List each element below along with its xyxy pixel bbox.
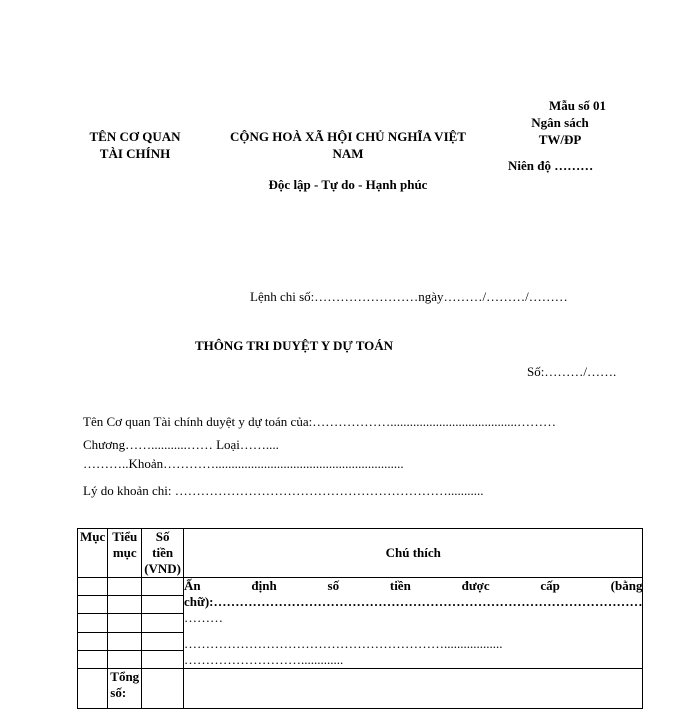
agency-name-line2: TÀI CHÍNH [99,146,171,161]
agency-name [70,128,200,162]
table-cell [142,632,184,650]
total-label: Tổng số: [108,669,142,709]
table-cell [108,578,142,596]
document-number: Số:………/……. [527,364,617,379]
table-cell [78,650,108,668]
note-cell [184,578,643,669]
budget-label [520,114,600,148]
approval-agency-line: Tên Cơ quan Tài chính duyệt y dự toán của:……………….......................................……… [83,414,556,429]
table-cell [78,669,108,709]
header-chu-thich: Chú thích [184,529,643,578]
table-cell [142,578,184,596]
table-cell [142,596,184,614]
form-number: Mẫu số 01 [549,98,607,113]
note-line5: ………………………............. [184,652,344,667]
table-header-row [78,529,643,578]
motto: Độc lập - Tự do - Hạnh phúc [268,177,428,192]
country-name-line2: NAM [332,146,364,161]
header-muc: Mục [78,529,108,578]
fiscal-year: Niên độ ……… [508,158,594,173]
budget-table [77,528,643,709]
table-cell [78,596,108,614]
country-name [208,128,488,162]
table-cell [142,650,184,668]
header-tieu-muc: Tiểu mục [108,529,142,578]
table-cell [78,578,108,596]
table-cell [108,650,142,668]
note-line1: Ấn định số tiền được cấp (bằng [184,578,643,593]
chapter-type-line: Chương……...........…… Loại…….... [83,437,279,452]
table-cell [108,632,142,650]
budget-line1: Ngân sách [531,115,589,130]
country-name-line1: CỘNG HOÀ XÃ HỘI CHỦ NGHĨA VIỆT [230,129,466,144]
reason-line: Lý do khoản chi: ………………………………………………………........... [83,483,484,498]
table-cell [142,669,184,709]
table-cell [142,614,184,632]
budget-line2: TW/ĐP [538,132,582,147]
order-line: Lệnh chi số:……………………ngày………/………/……… [250,289,568,304]
table-row [78,578,643,596]
item-line: ………..Khoản………….......................................................... [83,456,404,471]
total-row [78,669,643,709]
table-cell [78,632,108,650]
note-line2: chữ):……………………………………………………………………………………… [184,594,643,609]
table-cell [78,614,108,632]
table-cell [108,614,142,632]
header-so-tien: Số tiền (VND) [142,529,184,578]
note-line3: ……… [184,610,224,625]
table-cell [184,669,643,709]
note-line4: …………………………………………………….................. [184,636,503,651]
table-cell [108,596,142,614]
agency-name-line1: TÊN CƠ QUAN [89,129,181,144]
document-title: THÔNG TRI DUYỆT Y DỰ TOÁN [195,338,394,353]
